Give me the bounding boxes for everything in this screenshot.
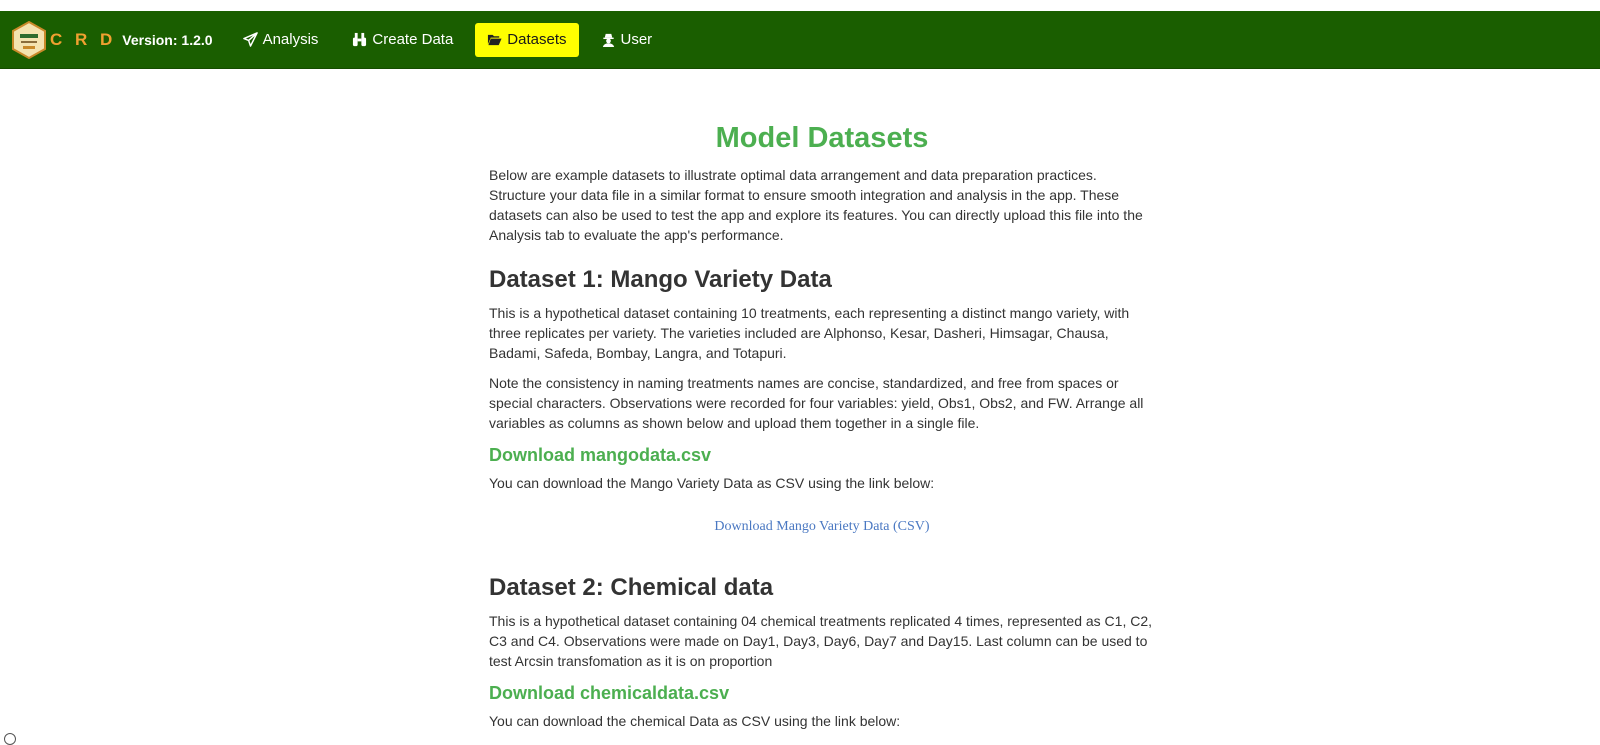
main-content — [489, 68, 1155, 741]
dataset2-heading: Dataset 2: Chemical data — [489, 574, 774, 601]
page-title: Model Datasets — [715, 122, 929, 154]
dataset1-heading: Dataset 1: Mango Variety Data — [489, 266, 832, 293]
intro-paragraph: Below are example datasets to illustrate optimal data arrangement and data preparation practices. Structure your data file in a similar format to ensure smooth integration and analysis in the app. These datasets can also be used to test the app and explore its features. You can directly upload this file into the Analysis tab to evaluate the app's performance. — [489, 167, 1143, 243]
dataset1-note: Note the consistency in naming treatments names are concise, standardized, and free from spaces or special characters. Observations were recorded for four variables: yield, Obs1, Obs2, and FW. Arrange all variables as columns as shown below and upload them together in a single file. — [489, 375, 1144, 431]
nav-create-data-label: Create Data — [372, 31, 454, 48]
version-label: Version: 1.2.0 — [122, 31, 213, 48]
brand-name: C R D — [50, 29, 117, 49]
folder-open-icon — [487, 32, 502, 47]
dataset1-description: This is a hypothetical dataset containing 10 treatments, each representing a distinct mango variety, with three replicates per variety. The varieties included are Alphonso, Kesar, Dasheri, Himsagar, Chausa, Badami, Safeda, Bombay, Langra, and Totapuri. — [489, 305, 1130, 361]
user-secret-icon — [601, 32, 616, 47]
dataset1-download-heading: Download mangodata.csv — [489, 445, 712, 465]
nav-datasets-label: Datasets — [507, 31, 567, 48]
dataset2-description: This is a hypothetical dataset containing 04 chemical treatments replicated 4 times, represented as C1, C2, C3 and C4. Observations were made on Day1, Day3, Day6, Day7 and Day15. Last column can be used to test Arcsin transfomation as it is on proportion — [489, 613, 1153, 669]
dataset2-download-text: You can download the chemical Data as CSV using the link below: — [489, 713, 901, 729]
top-navbar — [0, 11, 1600, 69]
nav-create-data[interactable] — [340, 23, 465, 57]
dataset2-download-heading: Download chemicaldata.csv — [489, 683, 730, 703]
info-icon[interactable] — [4, 733, 16, 745]
nav-user[interactable] — [589, 23, 665, 57]
nav-analysis-label: Analysis — [262, 31, 319, 48]
brand[interactable] — [12, 21, 231, 59]
dataset1-download-text: You can download the Mango Variety Data as CSV using the link below: — [489, 475, 935, 491]
paper-plane-icon — [243, 32, 258, 47]
nav-datasets[interactable] — [475, 23, 578, 57]
logo-icon — [12, 21, 46, 59]
download-mango-link[interactable]: Download Mango Variety Data (CSV) — [714, 519, 930, 534]
nav-user-label: User — [620, 31, 653, 48]
nav-analysis[interactable] — [231, 23, 331, 57]
binoculars-icon — [352, 32, 367, 47]
